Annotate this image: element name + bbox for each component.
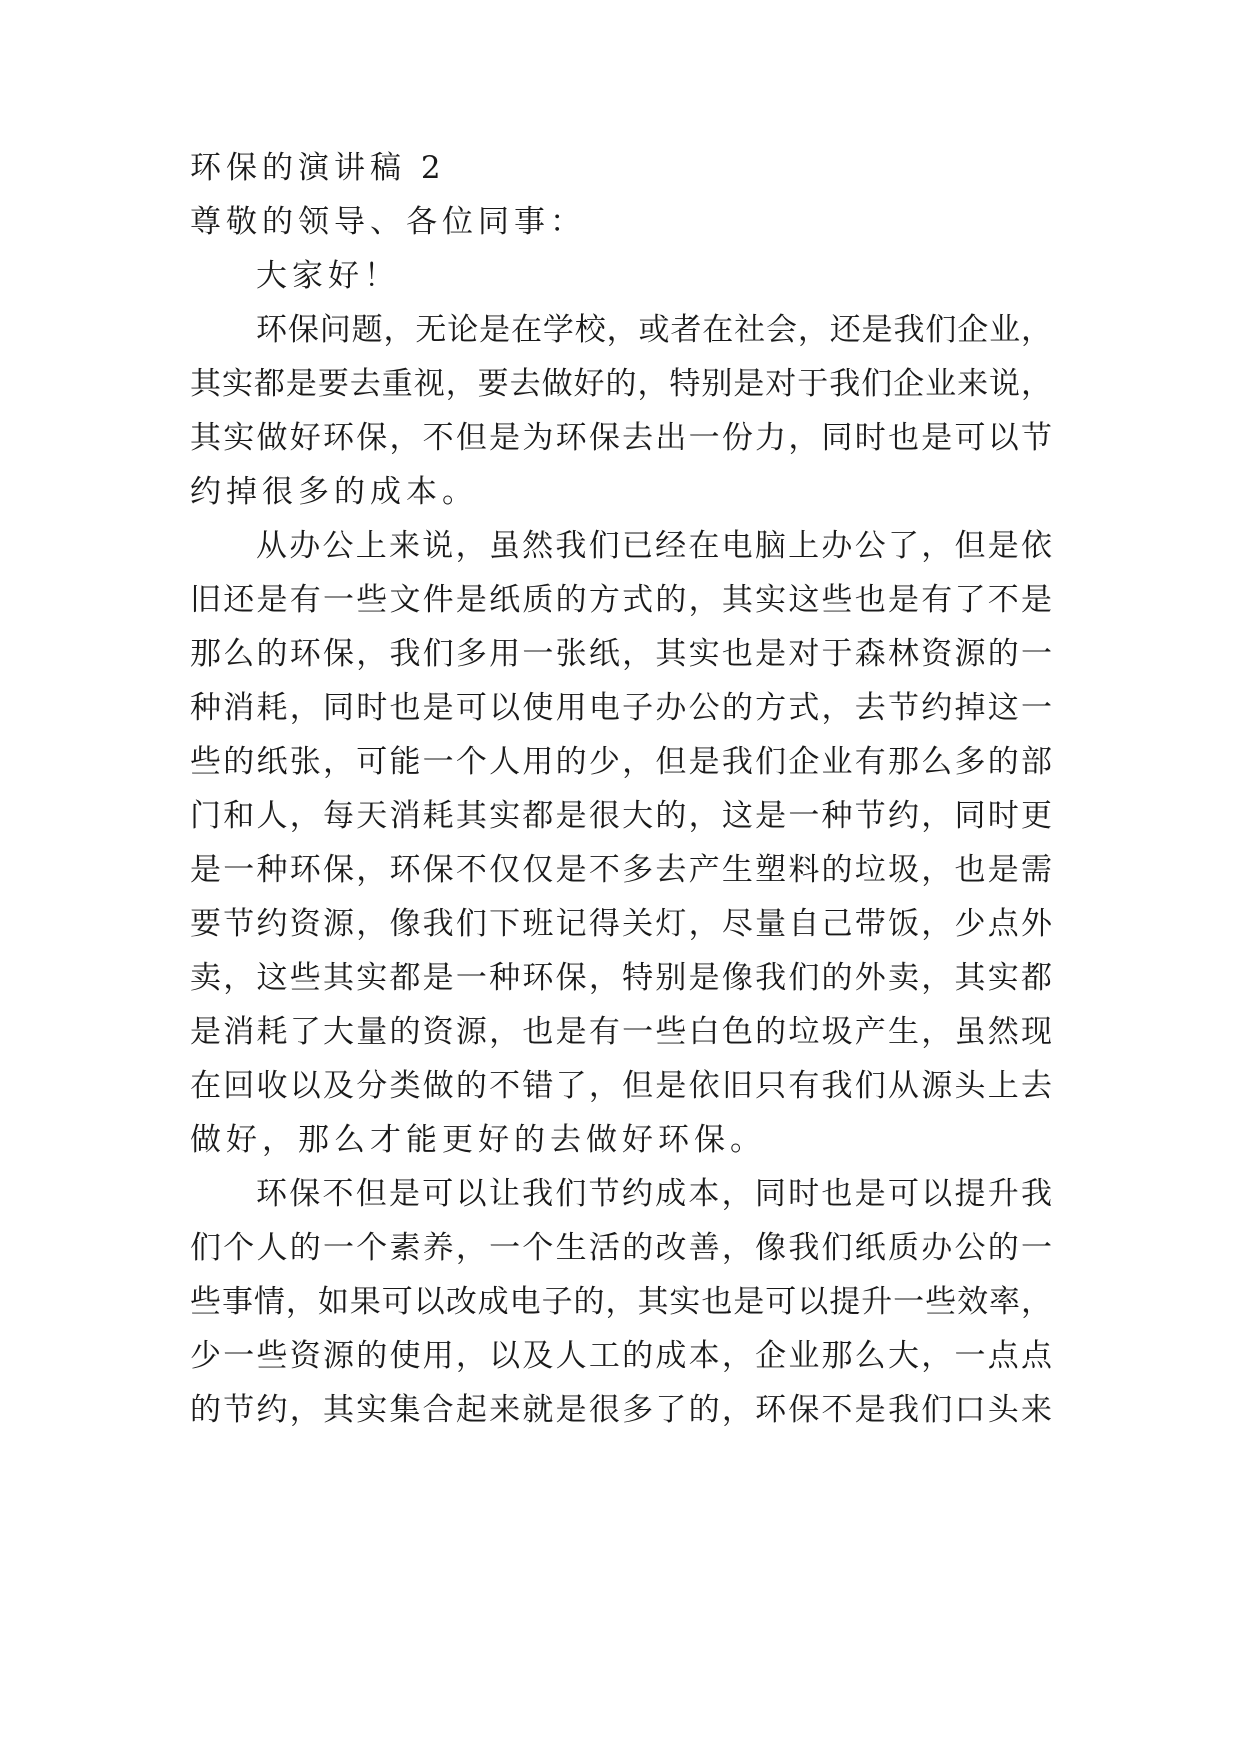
body-line: 些的纸张，可能一个人用的少，但是我们企业有那么多的部 (190, 744, 1052, 780)
body-line: 从办公上来说，虽然我们已经在电脑上办公了，但是依 (256, 528, 1052, 564)
body-line: 们个人的一个素养，一个生活的改善，像我们纸质办公的一 (190, 1230, 1052, 1266)
body-line: 门和人，每天消耗其实都是很大的，这是一种节约，同时更 (190, 798, 1052, 834)
body-line: 旧还是有一些文件是纸质的方式的，其实这些也是有了不是 (190, 582, 1052, 618)
body-line: 要节约资源，像我们下班记得关灯，尽量自己带饭，少点外 (190, 906, 1052, 942)
body-line: 其实做好环保，不但是为环保去出一份力，同时也是可以节 (190, 420, 1052, 456)
body-line: 约掉很多的成本。 (190, 474, 478, 510)
greeting: 大家好！ (256, 258, 400, 294)
body-line: 在回收以及分类做的不错了，但是依旧只有我们从源头上去 (190, 1068, 1052, 1104)
body-line: 做好，那么才能更好的去做好环保。 (190, 1122, 766, 1158)
body-line: 是一种环保，环保不仅仅是不多去产生塑料的垃圾，也是需 (190, 852, 1052, 888)
body-line: 环保不但是可以让我们节约成本，同时也是可以提升我 (256, 1176, 1052, 1212)
body-line: 是消耗了大量的资源，也是有一些白色的垃圾产生，虽然现 (190, 1014, 1052, 1050)
body-line: 环保问题，无论是在学校，或者在社会，还是我们企业， (256, 312, 1052, 348)
body-line: 其实都是要去重视，要去做好的，特别是对于我们企业来说， (190, 366, 1052, 402)
body-line: 些事情，如果可以改成电子的，其实也是可以提升一些效率， (190, 1284, 1052, 1320)
salutation: 尊敬的领导、各位同事： (190, 204, 586, 240)
document-title: 环保的演讲稿 2 (190, 150, 446, 186)
body-line: 的节约，其实集合起来就是很多了的，环保不是我们口头来 (190, 1392, 1052, 1428)
body-line: 卖，这些其实都是一种环保，特别是像我们的外卖，其实都 (190, 960, 1052, 996)
body-line: 种消耗，同时也是可以使用电子办公的方式，去节约掉这一 (190, 690, 1052, 726)
body-line: 少一些资源的使用，以及人工的成本，企业那么大，一点点 (190, 1338, 1052, 1374)
body-line: 那么的环保，我们多用一张纸，其实也是对于森林资源的一 (190, 636, 1052, 672)
